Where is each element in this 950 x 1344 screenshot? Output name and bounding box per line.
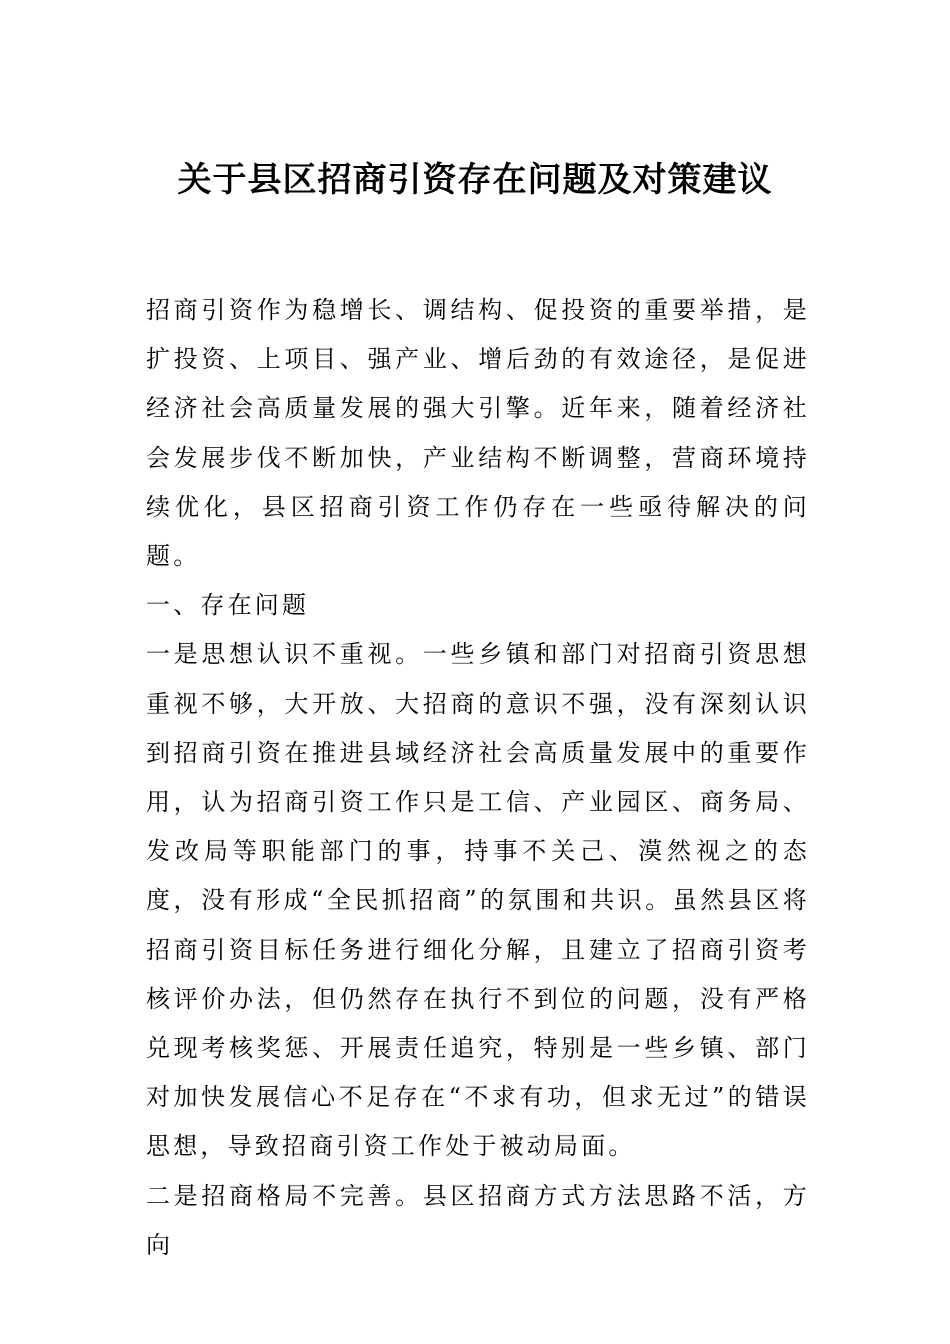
issue-two-paragraph: 二是招商格局不完善。县区招商方式方法思路不活，方向 — [146, 1181, 810, 1259]
document-body — [146, 286, 810, 1270]
section-heading: 一、存在问题 — [146, 591, 310, 620]
intro-paragraph: 招商引资作为稳增长、调结构、促投资的重要举措，是扩投资、上项目、强产业、增后劲的有效途径，是促进经济社会高质量发展的强大引擎。近年来，随着经济社会发展步伐不断加快，产业结构不断调整，营商环境持续优化，县区招商引资工作仍存在一些亟待解决的问题。 — [146, 296, 810, 571]
issue-one-paragraph: 一是思想认识不重视。一些乡镇和部门对招商引资思想重视不够，大开放、大招商的意识不强，没有深刻认识到招商引资在推进县域经济社会高质量发展中的重要作用，认为招商引资工作只是工信、产业园区、商务局、发改局等职能部门的事，持事不关己、漠然视之的态度，没有形成“全民抓招商”的氛围和共识。虽然县区将招商引资目标任务进行细化分解，且建立了招商引资考核评价办法，但仍然存在执行不到位的问题，没有严格兑现考核奖惩、开展责任追究，特别是一些乡镇、部门对加快发展信心不足存在“不求有功，但求无过”的错误思想，导致招商引资工作处于被动局面。 — [146, 640, 810, 1161]
document-title: 关于县区招商引资存在问题及对策建议 — [177, 160, 773, 200]
